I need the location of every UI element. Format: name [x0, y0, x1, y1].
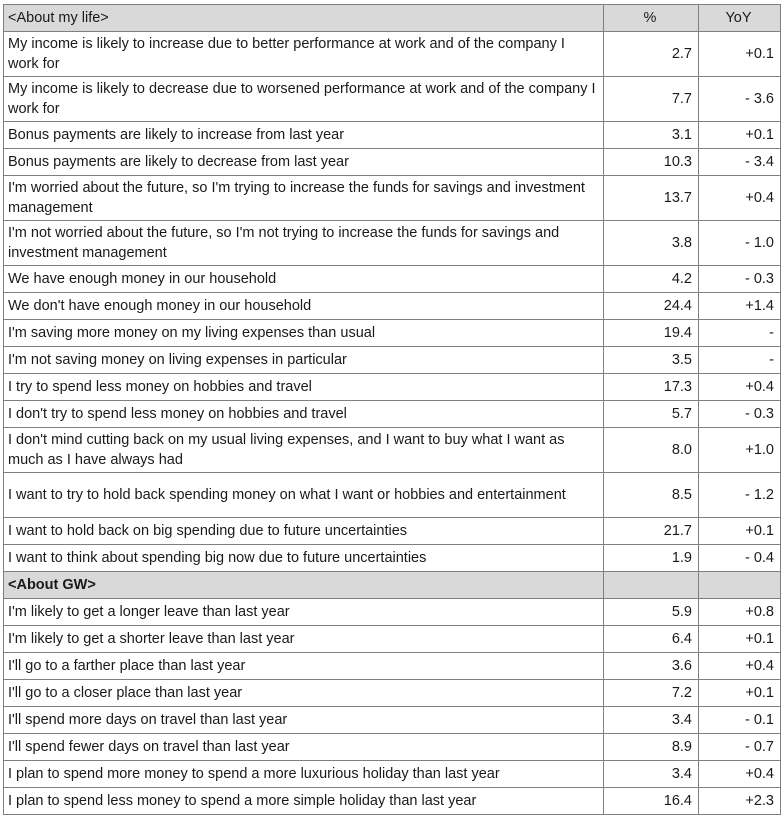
row-percent: 16.4: [604, 788, 699, 815]
table-row: [4, 707, 781, 734]
table-row: [4, 518, 781, 545]
row-label: I'll spend fewer days on travel than last year: [4, 734, 604, 761]
row-label: I'm worried about the future, so I'm trying to increase the funds for savings and investment management: [4, 176, 604, 221]
row-yoy: - 0.4: [699, 545, 781, 572]
section-title: <About GW>: [4, 572, 604, 599]
row-label: I'm saving more money on my living expenses than usual: [4, 320, 604, 347]
table-row: [4, 626, 781, 653]
table-row: [4, 545, 781, 572]
table-row: [4, 266, 781, 293]
row-yoy: - 1.0: [699, 221, 781, 266]
row-yoy: - 0.7: [699, 734, 781, 761]
section-header-row: [4, 5, 781, 32]
row-label: I want to try to hold back spending money on what I want or hobbies and entertainment: [4, 473, 604, 518]
row-label: We have enough money in our household: [4, 266, 604, 293]
table-row: [4, 374, 781, 401]
table-row: [4, 653, 781, 680]
row-percent: 10.3: [604, 149, 699, 176]
row-percent: 5.9: [604, 599, 699, 626]
row-label: My income is likely to decrease due to worsened performance at work and of the company I work for: [4, 77, 604, 122]
section-header-row: [4, 572, 781, 599]
table-row: [4, 734, 781, 761]
row-label: Bonus payments are likely to decrease from last year: [4, 149, 604, 176]
row-label: I don't mind cutting back on my usual living expenses, and I want to buy what I want as much as I have always had: [4, 428, 604, 473]
row-yoy: - 0.3: [699, 401, 781, 428]
table-row: [4, 293, 781, 320]
row-yoy: +1.0: [699, 428, 781, 473]
table-row: [4, 320, 781, 347]
row-label: I want to think about spending big now due to future uncertainties: [4, 545, 604, 572]
row-label: I'm likely to get a longer leave than last year: [4, 599, 604, 626]
row-yoy: +0.4: [699, 653, 781, 680]
row-percent: 21.7: [604, 518, 699, 545]
row-yoy: +0.1: [699, 32, 781, 77]
row-percent: 5.7: [604, 401, 699, 428]
column-header-yoy: YoY: [699, 5, 781, 32]
row-percent: 3.1: [604, 122, 699, 149]
row-yoy: +0.1: [699, 626, 781, 653]
row-percent: 24.4: [604, 293, 699, 320]
table-row: [4, 176, 781, 221]
row-yoy: +1.4: [699, 293, 781, 320]
row-percent: 8.5: [604, 473, 699, 518]
row-percent: 4.2: [604, 266, 699, 293]
row-percent: 8.0: [604, 428, 699, 473]
row-label: I try to spend less money on hobbies and travel: [4, 374, 604, 401]
row-yoy: - 3.6: [699, 77, 781, 122]
table-body: [4, 5, 781, 815]
row-percent: 3.6: [604, 653, 699, 680]
table-row: [4, 77, 781, 122]
row-percent: 7.2: [604, 680, 699, 707]
row-label: I'll go to a closer place than last year: [4, 680, 604, 707]
row-yoy: +0.4: [699, 374, 781, 401]
row-label: Bonus payments are likely to increase from last year: [4, 122, 604, 149]
table-row: [4, 347, 781, 374]
table-row: [4, 599, 781, 626]
row-label: I'll go to a farther place than last year: [4, 653, 604, 680]
row-label: My income is likely to increase due to better performance at work and of the company I work for: [4, 32, 604, 77]
row-percent: 13.7: [604, 176, 699, 221]
row-percent: 8.9: [604, 734, 699, 761]
table-row: [4, 401, 781, 428]
row-yoy: +0.1: [699, 518, 781, 545]
row-yoy: - 0.1: [699, 707, 781, 734]
row-yoy: - 0.3: [699, 266, 781, 293]
row-label: I plan to spend less money to spend a more simple holiday than last year: [4, 788, 604, 815]
row-label: I don't try to spend less money on hobbies and travel: [4, 401, 604, 428]
table-row: [4, 473, 781, 518]
row-percent: 1.9: [604, 545, 699, 572]
row-label: I'm likely to get a shorter leave than last year: [4, 626, 604, 653]
row-percent: 6.4: [604, 626, 699, 653]
row-label: I'm not worried about the future, so I'm not trying to increase the funds for savings and investment management: [4, 221, 604, 266]
row-percent: 2.7: [604, 32, 699, 77]
row-yoy: +2.3: [699, 788, 781, 815]
row-percent: 7.7: [604, 77, 699, 122]
row-label: We don't have enough money in our household: [4, 293, 604, 320]
table-row: [4, 32, 781, 77]
table-row: [4, 428, 781, 473]
row-yoy: -: [699, 347, 781, 374]
table-row: [4, 788, 781, 815]
row-label: I'm not saving money on living expenses in particular: [4, 347, 604, 374]
table-row: [4, 680, 781, 707]
row-percent: 19.4: [604, 320, 699, 347]
section-empty-cell: [604, 572, 699, 599]
survey-results-table: [3, 4, 781, 815]
column-header-percent: %: [604, 5, 699, 32]
section-title: <About my life>: [4, 5, 604, 32]
row-yoy: +0.4: [699, 761, 781, 788]
row-label: I want to hold back on big spending due to future uncertainties: [4, 518, 604, 545]
table-row: [4, 122, 781, 149]
row-percent: 17.3: [604, 374, 699, 401]
row-yoy: +0.1: [699, 122, 781, 149]
row-yoy: +0.8: [699, 599, 781, 626]
table-row: [4, 221, 781, 266]
row-yoy: -: [699, 320, 781, 347]
row-percent: 3.4: [604, 707, 699, 734]
table-row: [4, 761, 781, 788]
row-yoy: - 3.4: [699, 149, 781, 176]
row-percent: 3.5: [604, 347, 699, 374]
table-row: [4, 149, 781, 176]
row-yoy: +0.1: [699, 680, 781, 707]
row-percent: 3.8: [604, 221, 699, 266]
row-percent: 3.4: [604, 761, 699, 788]
row-label: I plan to spend more money to spend a more luxurious holiday than last year: [4, 761, 604, 788]
row-label: I'll spend more days on travel than last year: [4, 707, 604, 734]
section-empty-cell: [699, 572, 781, 599]
row-yoy: +0.4: [699, 176, 781, 221]
row-yoy: - 1.2: [699, 473, 781, 518]
